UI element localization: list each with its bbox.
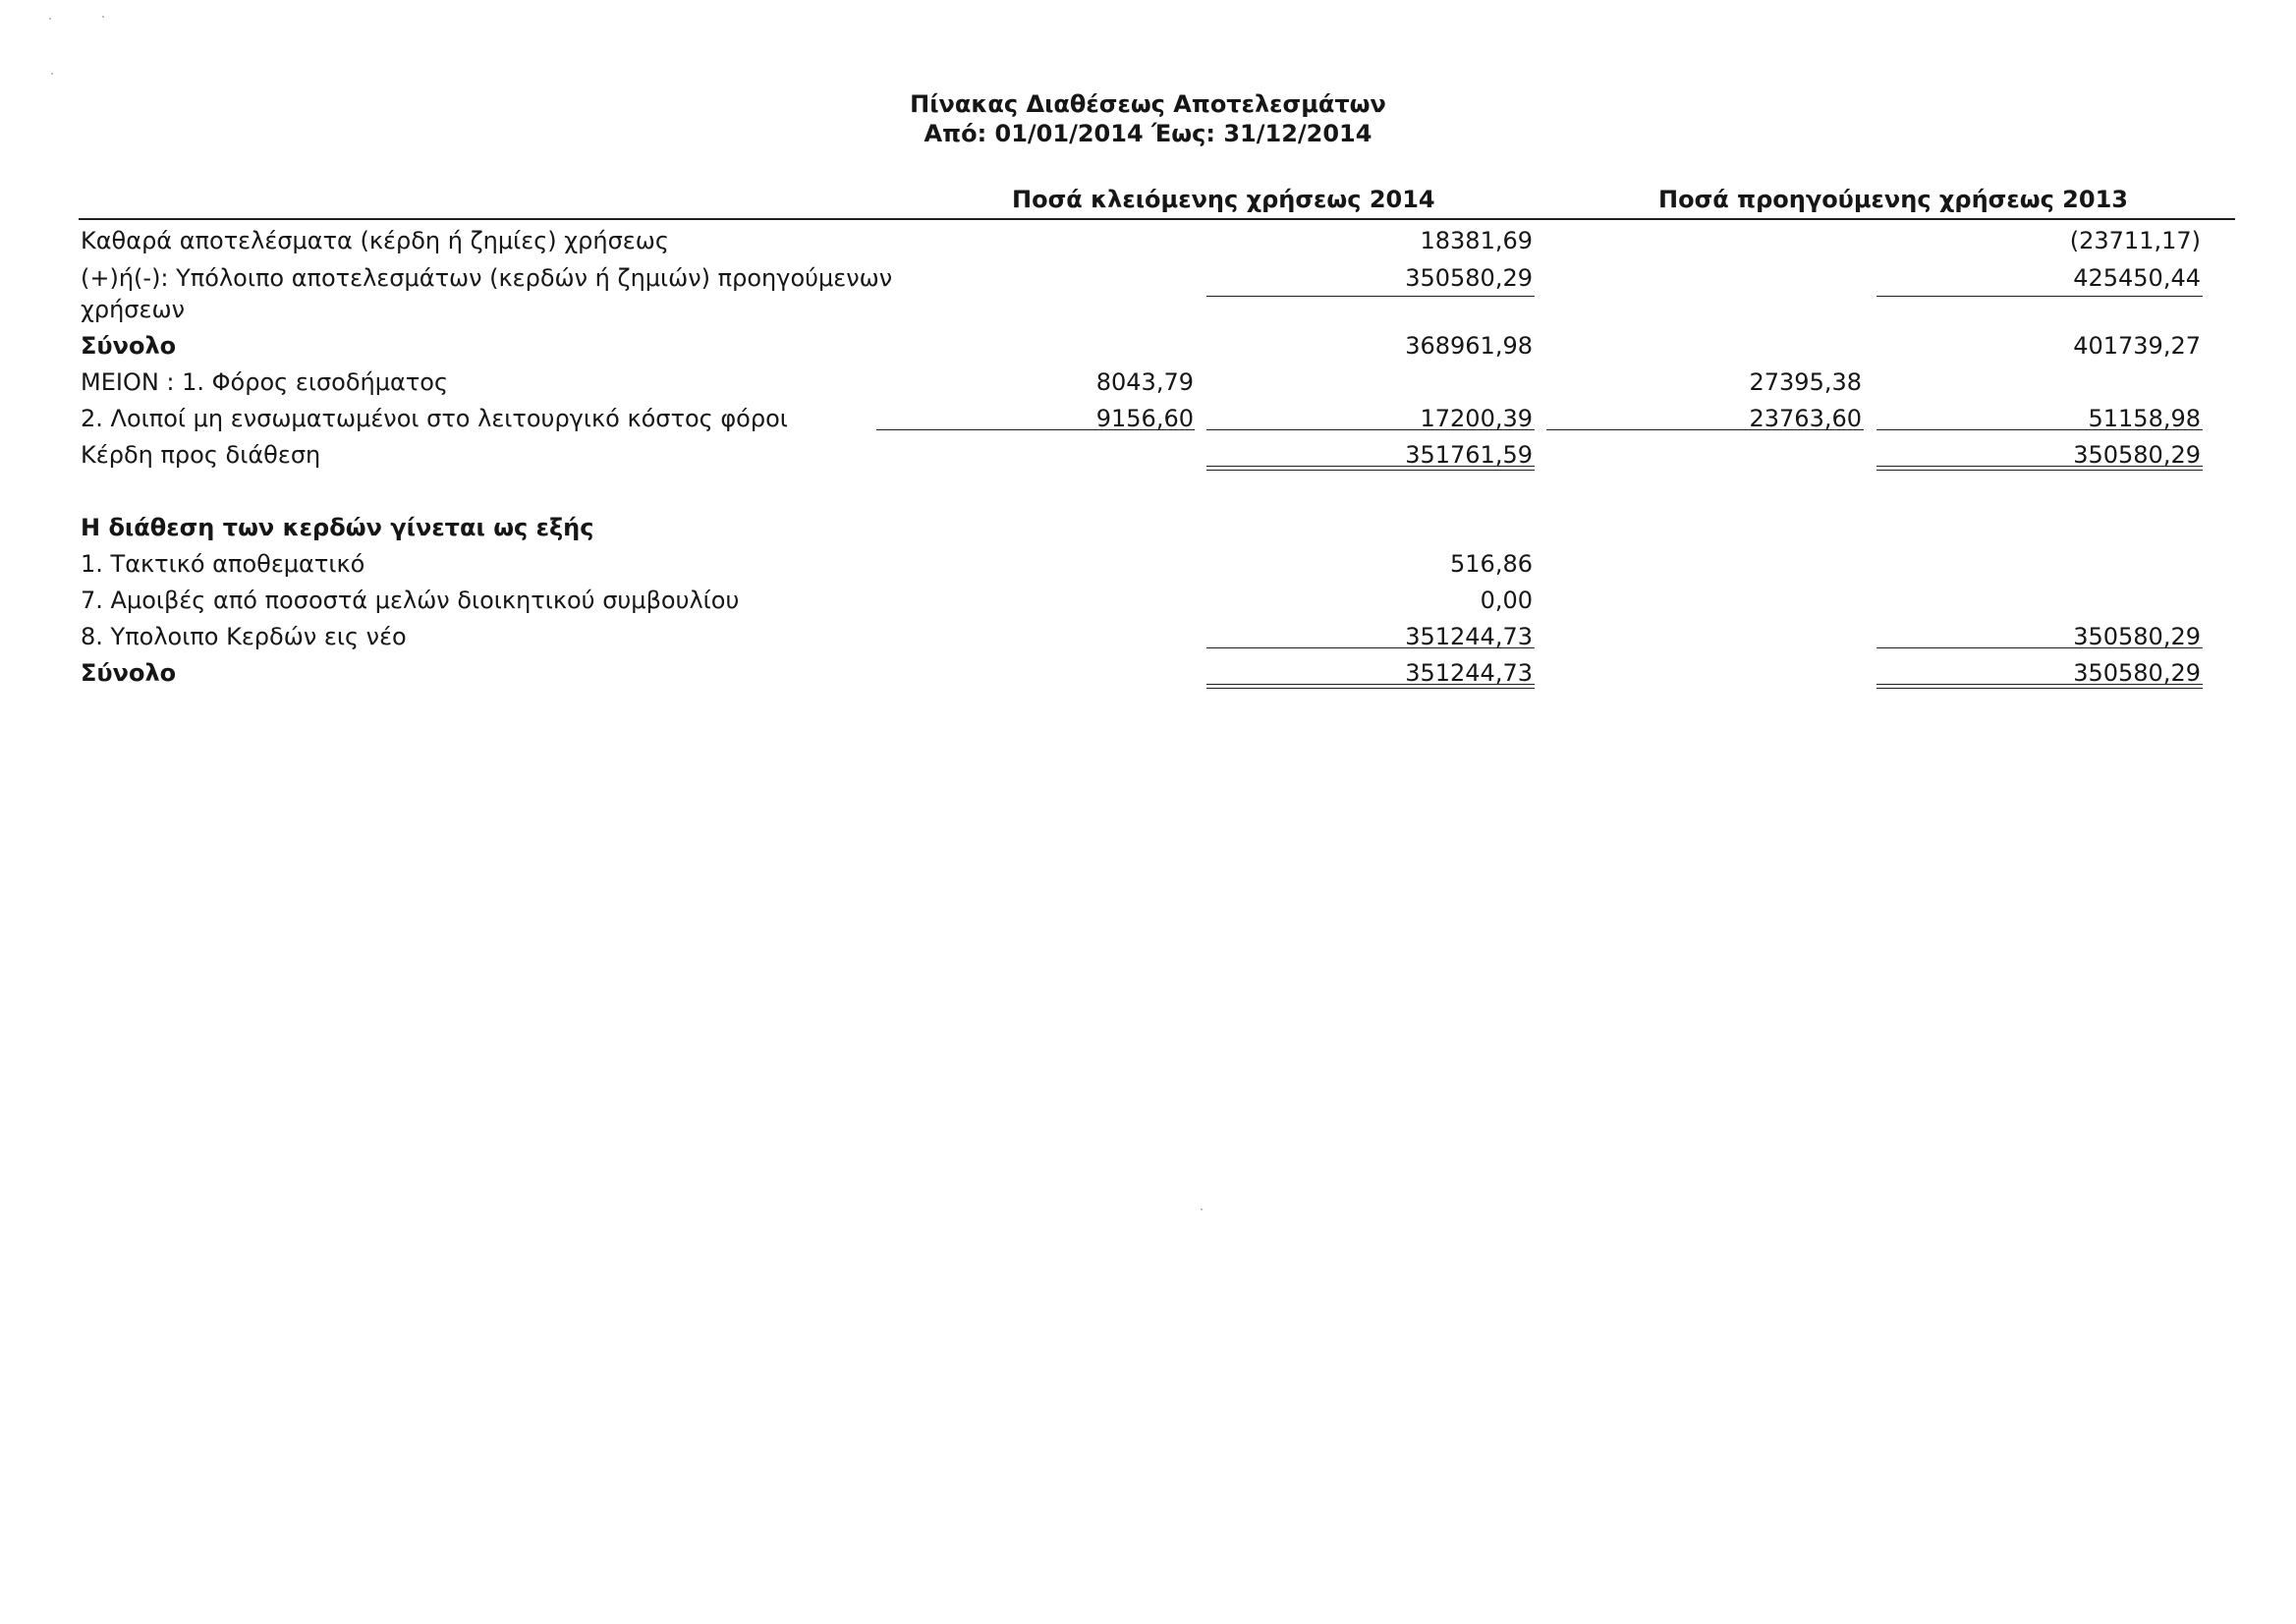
distribution-total-current: 351244,73 xyxy=(1405,659,1533,687)
row-prior-balance-previous-total: 425450,44 xyxy=(2073,264,2201,292)
distribution-row-reserve-label: 1. Τακτικό αποθεματικό xyxy=(81,550,365,578)
row-income-tax-label: ΜΕΙΟΝ : 1. Φόρος εισοδήματος xyxy=(81,368,449,396)
distribution-row-carry-forward-current: 351244,73 xyxy=(1405,623,1533,650)
row-prior-balance-previous-underline xyxy=(1876,296,2203,297)
row-other-taxes-previous-total: 51158,98 xyxy=(2088,405,2201,432)
distribution-row-carry-forward-previous: 350580,29 xyxy=(2073,623,2201,650)
distribution-total-current-double-underline xyxy=(1206,684,1535,689)
row-net-results-current-total: 18381,69 xyxy=(1420,227,1533,254)
row-distributable-profit-label: Κέρδη προς διάθεση xyxy=(81,441,321,469)
row-subtotal-previous-total: 401739,27 xyxy=(2073,332,2201,360)
scan-speck xyxy=(49,18,51,20)
document-period: Από: 01/01/2014 Έως: 31/12/2014 xyxy=(924,120,1372,147)
row-income-tax-previous-sub: 27395,38 xyxy=(1749,368,1862,396)
distribution-row-board-fees-current: 0,00 xyxy=(1480,587,1533,614)
distribution-heading: Η διάθεση των κερδών γίνεται ως εξής xyxy=(81,514,594,541)
column-header-previous-year: Ποσά προηγούμενης χρήσεως 2013 xyxy=(1658,186,2128,213)
distribution-row-carry-forward-label: 8. Υπολοιπο Κερδών εις νέο xyxy=(81,623,407,650)
row-subtotal-current-total: 368961,98 xyxy=(1405,332,1533,360)
row-distributable-profit-current-double-underline xyxy=(1206,466,1535,471)
row-other-taxes-current-sub: 9156,60 xyxy=(1095,405,1194,432)
row-distributable-profit-previous-double-underline xyxy=(1876,466,2203,471)
scan-speck xyxy=(102,16,104,18)
row-prior-balance-current-underline xyxy=(1206,296,1535,297)
column-header-current-year: Ποσά κλειόμενης χρήσεως 2014 xyxy=(1012,186,1435,213)
distribution-total-previous-double-underline xyxy=(1876,684,2203,689)
distribution-total-previous: 350580,29 xyxy=(2073,659,2201,687)
row-distributable-profit-current-total: 351761,59 xyxy=(1405,441,1533,469)
distribution-row-board-fees-label: 7. Αμοιβές από ποσοστά μελών διοικητικού συμβουλίου xyxy=(81,587,740,614)
row-other-taxes-label: 2. Λοιποί μη ενσωματωμένοι στο λειτουργικό κόστος φόροι xyxy=(81,405,788,432)
document-title: Πίνακας Διαθέσεως Αποτελεσμάτων xyxy=(910,90,1386,118)
row-net-results-previous-total: (23711,17) xyxy=(2069,227,2201,254)
row-income-tax-current-sub: 8043,79 xyxy=(1095,368,1194,396)
row-other-taxes-previous-sub: 23763,60 xyxy=(1749,405,1862,432)
header-rule xyxy=(79,218,2235,220)
row-distributable-profit-previous-total: 350580,29 xyxy=(2073,441,2201,469)
row-other-taxes-current-total: 17200,39 xyxy=(1420,405,1533,432)
scan-speck xyxy=(1201,1208,1203,1210)
row-net-results-label: Καθαρά αποτελέσματα (κέρδη ή ζημίες) χρήσεως xyxy=(81,227,669,254)
distribution-row-reserve-current: 516,86 xyxy=(1450,550,1533,578)
scan-speck xyxy=(51,73,53,75)
distribution-total-label: Σύνολο xyxy=(81,659,177,687)
row-prior-balance-current-total: 350580,29 xyxy=(1405,264,1533,292)
row-subtotal-label: Σύνολο xyxy=(81,332,177,360)
row-prior-balance-label: (+)ή(-): Υπόλοιπο αποτελεσμάτων (κερδών ή ζημιών) προηγούμενων xyxy=(81,264,893,292)
row-prior-balance-label-continued: χρήσεων xyxy=(81,296,185,323)
